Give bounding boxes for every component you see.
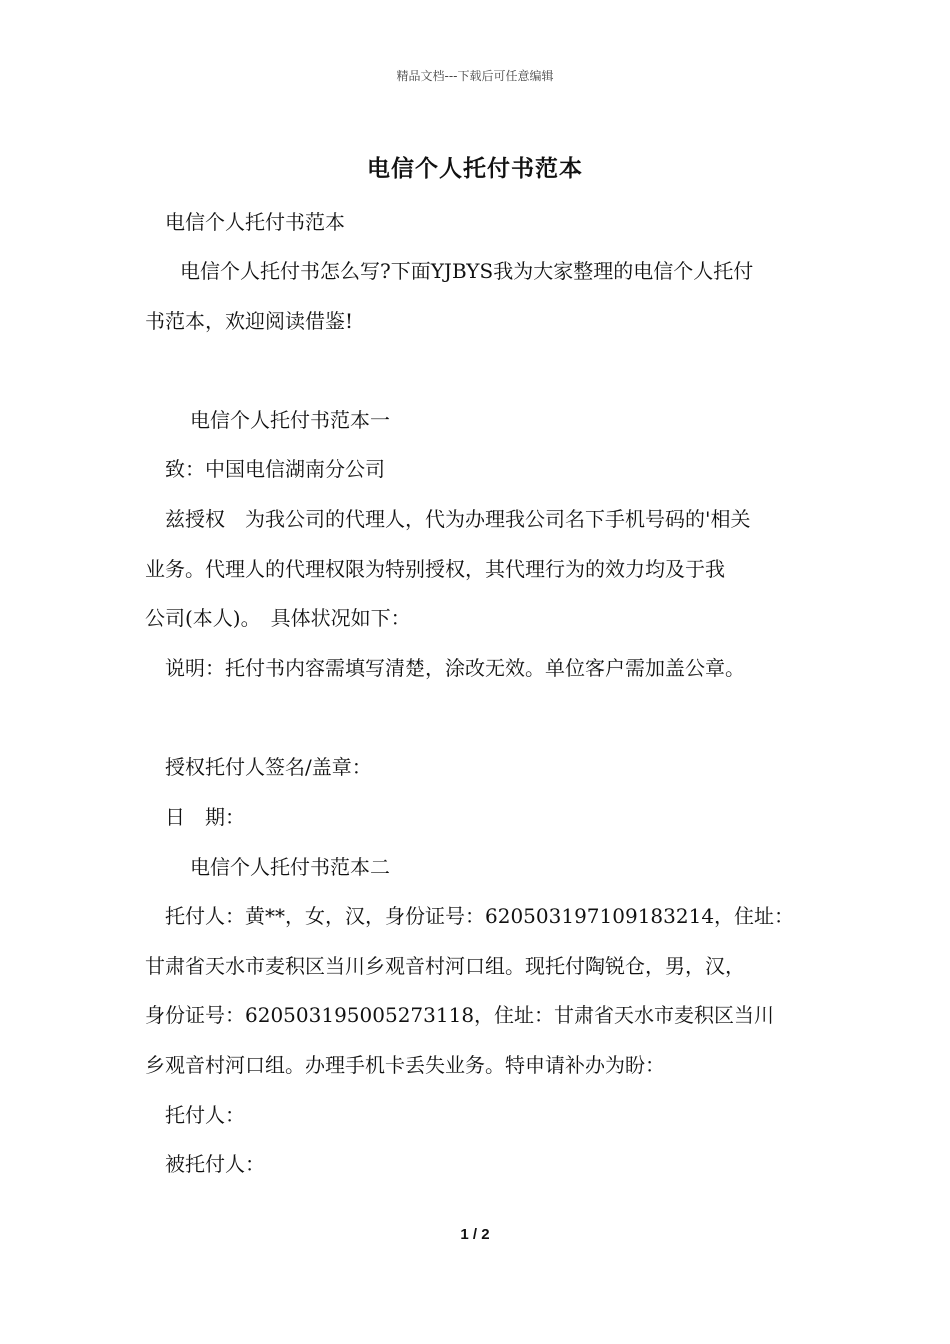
section-two-line-3: 身份证号：620503195005273118，住址：甘肃省天水市麦积区当川: [145, 1003, 775, 1027]
date-line: 日 期：: [165, 805, 245, 829]
section-two-line-2: 甘肃省天水市麦积区当川乡观音村河口组。现托付陶锐仓，男，汉，: [145, 954, 745, 978]
document-title: 电信个人托付书范本: [367, 155, 583, 182]
intro-paragraph-line-2: 书范本，欢迎阅读借鉴!: [145, 309, 354, 333]
principal-line: 托付人：: [165, 1103, 245, 1127]
section-two-line-1: 托付人：黄**，女，汉，身份证号：620503197109183214，住址：: [165, 904, 795, 928]
page-number: 1 / 2: [460, 1226, 490, 1243]
authorization-line-1: 兹授权 为我公司的代理人，代为办理我公司名下手机号码的'相关: [165, 507, 751, 531]
section-two-heading: 电信个人托付书范本二: [190, 855, 390, 879]
page-header: 精品文档---下载后可任意编辑: [396, 69, 554, 83]
addressee-line: 致：中国电信湖南分公司: [165, 457, 385, 481]
intro-paragraph-line-1: 电信个人托付书怎么写?下面YJBYS我为大家整理的电信个人托付: [180, 259, 754, 283]
agent-line: 被托付人：: [165, 1152, 265, 1176]
authorization-line-2: 业务。代理人的代理权限为特别授权，其代理行为的效力均及于我: [145, 557, 725, 581]
section-two-line-4: 乡观音村河口组。办理手机卡丢失业务。特申请补办为盼：: [145, 1053, 665, 1077]
authorization-line-3: 公司(本人)。 具体状况如下：: [145, 606, 411, 630]
intro-heading: 电信个人托付书范本: [165, 210, 345, 234]
section-one-heading: 电信个人托付书范本一: [190, 408, 390, 432]
signature-line: 授权托付人签名/盖章：: [165, 755, 372, 779]
note-line: 说明：托付书内容需填写清楚，涂改无效。单位客户需加盖公章。: [165, 656, 745, 680]
